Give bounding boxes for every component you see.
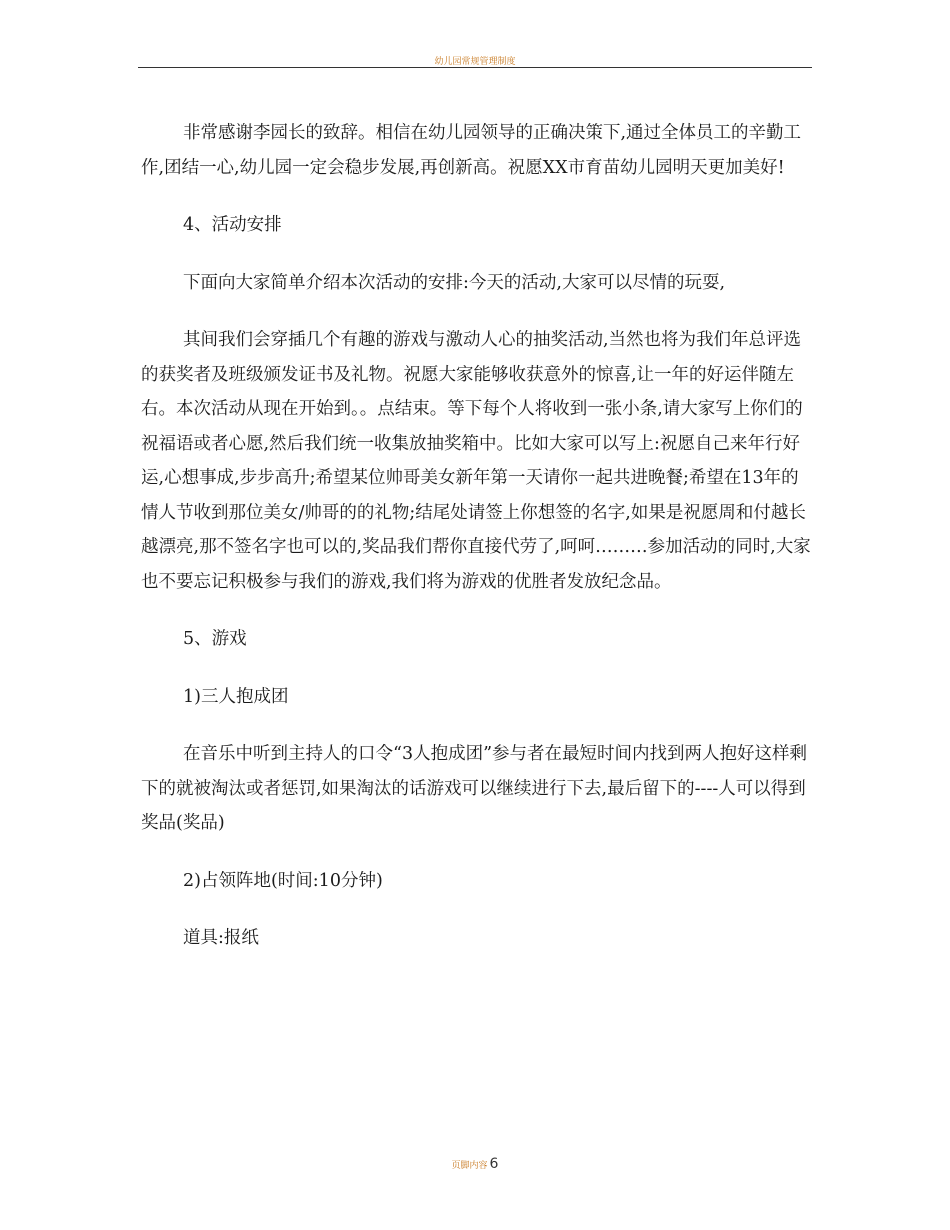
activity-intro-paragraph: 下面向大家简单介绍本次活动的安排:今天的活动,大家可以尽情的玩耍, — [183, 272, 726, 293]
game-1-description: 在音乐中听到主持人的口令“3人抱成团”参与者在最短时间内找到两人抱好这样剩下的就被淘汰或者惩罚,如果淘汰的话游戏可以继续进行下去,最后留下的----人可以得到奖品(奖品) — [141, 744, 808, 833]
game-2-props: 道具:报纸 — [183, 928, 259, 948]
game-1-title: 1)三人抱成团 — [183, 686, 289, 707]
section-heading-activity-arrangement: 4、活动安排 — [183, 215, 282, 235]
header-divider — [138, 67, 812, 68]
section-heading-games: 5、游戏 — [183, 629, 247, 649]
closing-paragraph: 非常感谢李园长的致辞。相信在幼儿园领导的正确决策下,通过全体员工的辛勤工作,团结一心,幼儿园一定会稳步发展,再创新高。祝愿XX市育苗幼儿园明天更加美好! — [141, 123, 802, 178]
document-body — [141, 116, 813, 956]
page-header-title: 幼儿园常规管理制度 — [434, 57, 516, 67]
game-2-title: 2)占领阵地(时间:10分钟) — [183, 870, 383, 891]
page-footer — [0, 1153, 950, 1172]
activity-details-paragraph: 其间我们会穿插几个有趣的游戏与激动人心的抽奖活动,当然也将为我们年总评选的获奖者及班级颁发证书及礼物。祝愿大家能够收获意外的惊喜,让一年的好运伴随左右。本次活动从现在开始到。。点结束。等下每个人将收到一张小条,请大家写上你们的祝福语或者心愿,然后我们统一收集放抽奖箱中。比如大家可以写上:祝愿自己来年行好运,心想事成,步步高升;希望某位帅哥美女新年第一天请你一起共进晚餐;希望在13年的情人节收到那位美女/帅哥的的礼物;结尾处请签上你想签的名字,如果是祝愿周和付越长越漂亮,那不签名字也可以的,奖品我们帮你直接代劳了,呵呵………参加活动的同时,大家也不要忘记积极参与我们的游戏,我们将为游戏的优胜者发放纪念品。 — [141, 330, 811, 592]
footer-label: 页脚内容 — [451, 1161, 488, 1171]
page-number: 6 — [489, 1156, 499, 1172]
